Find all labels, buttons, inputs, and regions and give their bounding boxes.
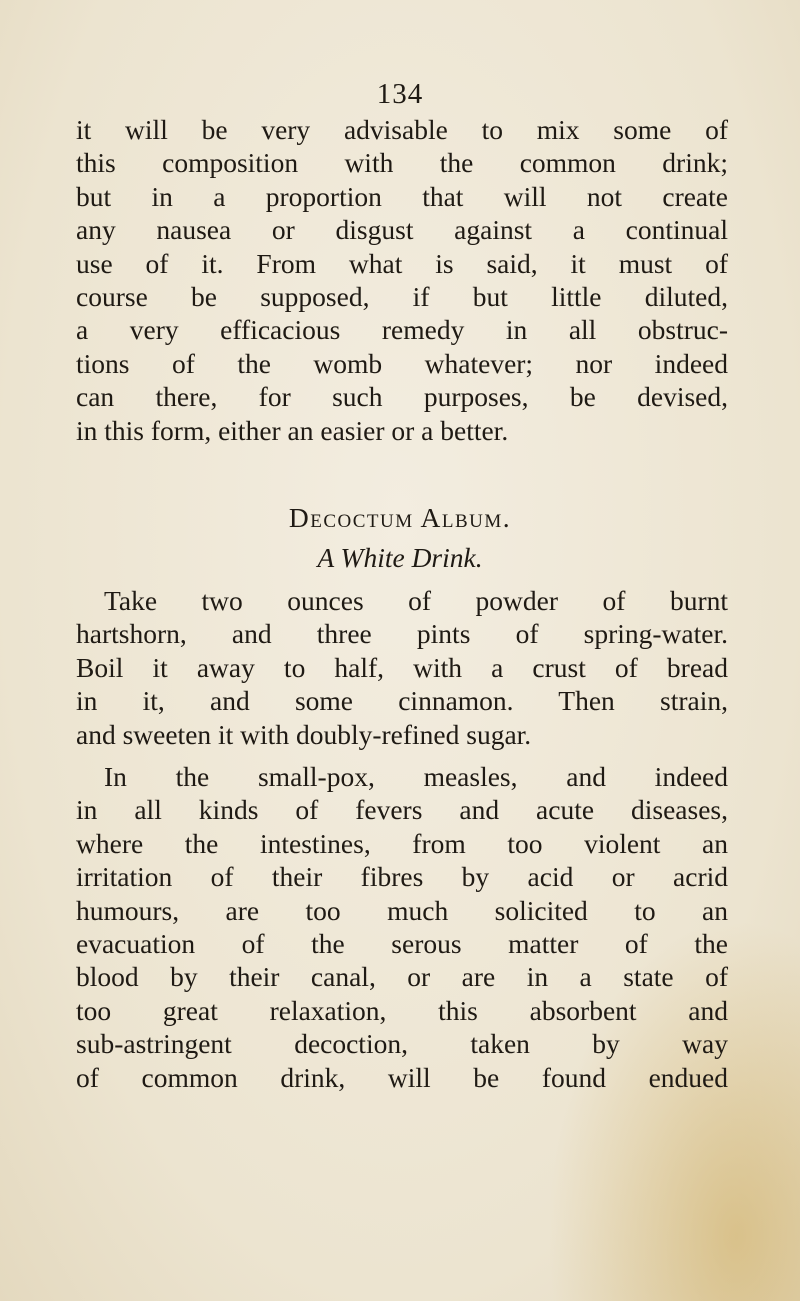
text-line: of common drink, will be found endued	[76, 1061, 728, 1093]
recipe-title: Decoctum Album.	[288, 502, 512, 533]
text-line: evacuation of the serous matter of the	[76, 928, 728, 960]
text-line: course be supposed, if but little diluted,	[76, 281, 728, 313]
text-line: a very efficacious remedy in all obstruc-	[76, 314, 728, 346]
text-line: in this form, either an easier or a better.	[76, 414, 509, 446]
recipe-subtitle: A White Drink.	[317, 542, 483, 573]
text-line: In the small-pox, measles, and indeed	[104, 761, 728, 792]
text-line: it will be very advisable to mix some of	[76, 114, 728, 145]
text-line: this composition with the common drink;	[76, 147, 728, 179]
text-line: and sweeten it with doubly-refined sugar.	[76, 718, 532, 750]
text-line: irritation of their fibres by acid or acrid	[76, 861, 728, 893]
text-line: humours, are too much solicited to an	[76, 894, 728, 926]
paragraph-usage	[76, 760, 728, 1094]
paragraph-recipe	[76, 584, 728, 751]
text-line: too great relaxation, this absorbent and	[76, 994, 728, 1026]
text-line: in all kinds of fevers and acute diseases,	[76, 794, 728, 826]
text-line: tions of the womb whatever; nor indeed	[76, 347, 728, 379]
page-number: 134	[376, 78, 424, 110]
paragraph-intro	[76, 113, 728, 447]
text-line: where the intestines, from too violent an	[76, 827, 728, 859]
text-line: Take two ounces of powder of burnt	[104, 585, 728, 616]
text-line: sub-astringent decoction, taken by way	[76, 1028, 728, 1060]
text-line: can there, for such purposes, be devised,	[76, 381, 728, 413]
text-line: blood by their canal, or are in a state of	[76, 961, 728, 993]
text-line: but in a proportion that will not create	[76, 180, 728, 212]
text-line: Boil it away to half, with a crust of bread	[76, 651, 728, 683]
text-line: in it, and some cinnamon. Then strain,	[76, 685, 728, 717]
text-line: any nausea or disgust against a continual	[76, 214, 728, 246]
text-line: hartshorn, and three pints of spring-water.	[76, 618, 728, 650]
text-line: use of it. From what is said, it must of	[76, 247, 728, 279]
